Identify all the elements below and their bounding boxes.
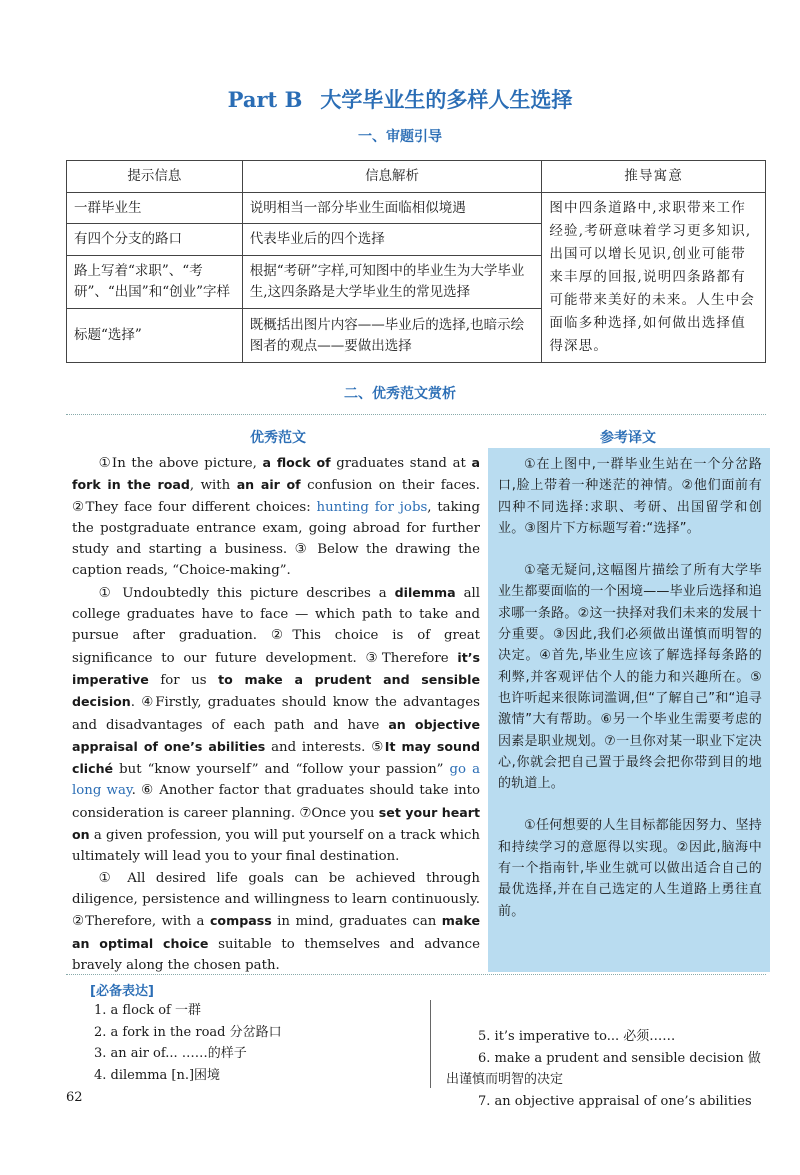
analysis-cell: 既概括出图片内容——毕业后的选择,也暗示绘图者的观点——要做出选择 (242, 309, 542, 363)
vocab-item: 1. a flock of 一群 (94, 1003, 201, 1018)
key-phrase: an air of (236, 477, 301, 493)
essay-text: all college graduates have to face — which path to take and pursue after graduation. ②This choice is of great significance to our future development. ③Therefore (72, 585, 480, 666)
vocab-list-right (446, 1026, 768, 1112)
essay-text: a given profession, you will put yourself on a track which ultimately will lead you to your final destination. (72, 828, 480, 865)
hint-cell: 一群毕业生 (67, 193, 243, 224)
essay-text: ①In the above picture, (98, 456, 263, 471)
essay-heading: 优秀范文 (250, 430, 306, 446)
divider (66, 414, 766, 415)
key-phrase: make an optimal choice (72, 913, 480, 951)
essay-text: but “know yourself” and “follow your passion” (113, 762, 450, 778)
page-title (0, 84, 800, 114)
highlight-phrase: go a long way (72, 762, 481, 799)
essay-text: for us (148, 672, 219, 688)
divider (66, 974, 766, 975)
essay-paragraph-3 (72, 868, 480, 976)
vocab-item: 4. dilemma [n.]困境 (94, 1067, 221, 1083)
key-phrase: to make a prudent and sensible decision (72, 671, 480, 710)
analysis-cell: 根据“考研”字样,可知图中的毕业生为大学毕业生,这四条路是大学毕业生的常见选择 (242, 255, 542, 309)
essay-text: graduates stand at (330, 456, 472, 471)
key-phrase: compass (209, 913, 272, 929)
essay-text: and interests. ⑤ (265, 739, 385, 755)
essay-text: ① All desired life goals can be achieved through diligence, persistence and willingness to learn continuously. ②Therefore, with a (72, 870, 480, 930)
translation-box (488, 448, 770, 972)
essay-paragraph-1 (72, 452, 480, 582)
sample-essay (72, 452, 480, 976)
vocab-list-left (94, 1000, 282, 1086)
essay-text: confusion on their faces. ②They face four different choices: (72, 478, 480, 515)
key-phrase: It may sound cliché (72, 738, 480, 777)
vocab-item: 5. it’s imperative to... 必须…… (478, 1029, 676, 1044)
header-analysis: 信息解析 (242, 161, 542, 193)
highlight-phrase: hunting for jobs (316, 499, 428, 515)
essay-text: ① Undoubtedly this picture describes a (98, 585, 395, 601)
key-phrase: a fork in the road (72, 455, 480, 493)
key-phrase: dilemma (394, 584, 456, 600)
title-text: 大学毕业生的多样人生选择 (320, 88, 573, 112)
vocab-item-continued: 出谨慎而明智的决定 (446, 1072, 564, 1087)
hint-cell: 有四个分支的路口 (67, 224, 243, 255)
vocab-title: [必备表达] (90, 984, 154, 999)
vocab-item: 7. an objective appraisal of one’s abilities (478, 1093, 752, 1109)
header-implication: 推导寓意 (542, 161, 766, 193)
page-number: 62 (66, 1090, 83, 1105)
vocab-item: 6. make a prudent and sensible decision 做 (478, 1050, 761, 1066)
analysis-cell: 说明相当一部分毕业生面临相似境遇 (242, 193, 542, 224)
essay-text: . ④Firstly, graduates should know the advantages and disadvantages of each path and have (72, 695, 480, 733)
analysis-table (66, 160, 766, 363)
key-phrase: an objective appraisal of one’s abilities (72, 716, 480, 754)
essay-text: . ⑥ Another factor that graduates should take into consideration is career planning. ⑦Once you (72, 783, 480, 821)
header-hint: 提示信息 (67, 161, 243, 193)
essay-text: , with (189, 478, 237, 494)
vocab-item: 3. an air of... ……的样子 (94, 1046, 247, 1061)
essay-text: suitable to themselves and advance bravely along the chosen path. (72, 936, 480, 973)
part-label: Part B (227, 87, 303, 112)
table-row (67, 193, 766, 224)
essay-paragraph-2 (72, 582, 480, 868)
translation-paragraph-3: ①任何想要的人生目标都能因努力、坚持和持续学习的意愿得以实现。②因此,脑海中有一个指南针,毕业生就可以做出适合自己的最优选择,并在自己选定的人生道路上勇往直前。 (498, 818, 762, 919)
vocab-item: 2. a fork in the road 分岔路口 (94, 1024, 282, 1040)
translation-paragraph-2: ①毫无疑问,这幅图片描绘了所有大学毕业生都要面临的一个困境——毕业后选择和追求哪一条路。②这一抉择对我们未来的发展十分重要。③因此,我们必须做出谨慎而明智的决定。④首先,毕业生应该了解选择每条路的利弊,并客观评估个人的能力和兴趣所在。⑤也许听起来很陈词滥调,但“了解自己”和“追寻激情”大有帮助。⑥另一个毕业生需要考虑的因素是职业规划。⑦一旦你对某一职业下定决心,你就会把自己置于最终会把你带到目的地的轨道上。 (498, 563, 763, 792)
key-phrase: a flock of (262, 455, 331, 470)
essay-text: in mind, graduates can (271, 914, 442, 930)
implication-cell: 图中四条道路中,求职带来工作经验,考研意味着学习更多知识,出国可以增长见识,创业可能带来丰厚的回报,说明四条路都有可能带来美好的未来。人生中会面临多种选择,如何做出选择值得深思。 (542, 193, 766, 363)
vocab-divider (430, 1000, 431, 1088)
hint-cell: 标题“选择” (67, 309, 243, 363)
translation-paragraph-1: ①在上图中,一群毕业生站在一个分岔路口,脸上带着一种迷茫的神情。②他们面前有四种不同选择:求职、考研、出国留学和创业。③图片下方标题写着:“选择”。 (498, 457, 762, 536)
hint-cell: 路上写着“求职”、“考研”、“出国”和“创业”字样 (67, 255, 243, 309)
key-phrase: it’s imperative (72, 649, 480, 687)
section-heading-guide: 一、审题引导 (358, 129, 442, 145)
analysis-cell: 代表毕业后的四个选择 (242, 224, 542, 255)
essay-text: , taking the postgraduate entrance exam, going abroad for further study and starting a business. ③ Below the drawing the caption reads, “Choice-making”. (72, 499, 480, 579)
table-header-row (67, 161, 766, 193)
section-heading-sample: 二、优秀范文赏析 (344, 386, 456, 402)
key-phrase: set your heart on (72, 804, 481, 843)
translation-heading: 参考译文 (600, 430, 656, 446)
